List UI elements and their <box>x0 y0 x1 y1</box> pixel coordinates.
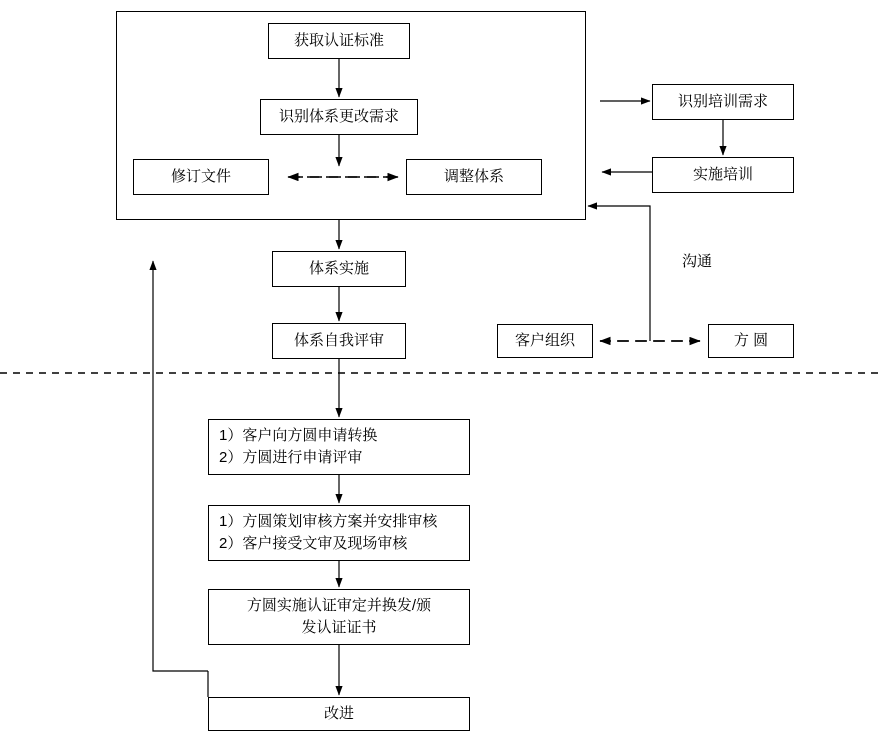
node-application-and-review[interactable]: 1）客户向方圆申请转换 2）方圆进行申请评审 <box>208 419 470 475</box>
node-conduct-training[interactable]: 实施培训 <box>652 157 794 193</box>
node-fangyuan[interactable]: 方 圆 <box>708 324 794 358</box>
node-identify-system-change-needs[interactable]: 识别体系更改需求 <box>260 99 418 135</box>
node-improvement[interactable]: 改进 <box>208 697 470 731</box>
node-client-organization[interactable]: 客户组织 <box>497 324 593 358</box>
node-revise-documents[interactable]: 修订文件 <box>133 159 269 195</box>
node-certification-decision-and-issue[interactable]: 方圆实施认证审定并换发/颁 发认证证书 <box>208 589 470 645</box>
node-system-implementation[interactable]: 体系实施 <box>272 251 406 287</box>
node-system-self-review[interactable]: 体系自我评审 <box>272 323 406 359</box>
node-adjust-system[interactable]: 调整体系 <box>406 159 542 195</box>
label-communication: 沟通 <box>682 253 713 270</box>
node-identify-training-needs[interactable]: 识别培训需求 <box>652 84 794 120</box>
node-audit-planning-and-onsite[interactable]: 1）方圆策划审核方案并安排审核 2）客户接受文审及现场审核 <box>208 505 470 561</box>
node-obtain-certification-standard[interactable]: 获取认证标准 <box>268 23 410 59</box>
